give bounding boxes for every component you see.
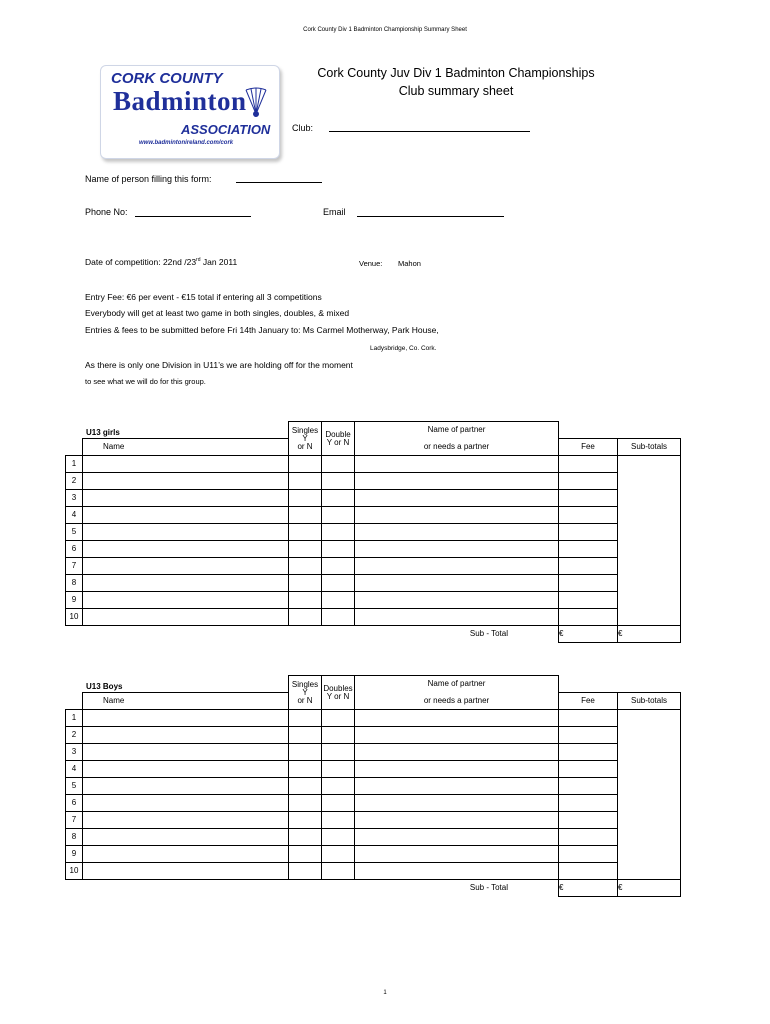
row-number: 1 [66, 710, 83, 727]
subtotals-header: Sub-totals [618, 693, 681, 710]
name-cell[interactable] [83, 456, 289, 473]
fee-cell[interactable] [559, 710, 618, 727]
fee-header: Fee [559, 693, 618, 710]
logo-line-2: Badminton [113, 86, 247, 116]
u11-text-2: to see what we will do for this group. [85, 377, 206, 386]
row-number: 8 [66, 575, 83, 592]
row-number: 6 [66, 541, 83, 558]
row-number: 1 [66, 456, 83, 473]
name-cell[interactable] [83, 710, 289, 727]
table-row [66, 795, 681, 812]
subtotal-cell[interactable] [618, 456, 681, 626]
name-cell[interactable] [83, 744, 289, 761]
partner-cell[interactable] [355, 710, 559, 727]
email-label: Email [323, 207, 346, 217]
name-cell[interactable] [83, 795, 289, 812]
partner-subheader: or needs a partner [355, 439, 559, 456]
table-row [66, 727, 681, 744]
partner-cell[interactable] [355, 778, 559, 795]
grand-subtotal[interactable]: € [618, 880, 681, 897]
person-label: Name of person filling this form: [85, 174, 212, 184]
name-cell[interactable] [83, 507, 289, 524]
row-number: 5 [66, 524, 83, 541]
name-cell[interactable] [83, 473, 289, 490]
table-title-u13-boys: U13 Boys [86, 682, 123, 691]
u13-boys-table [65, 675, 681, 897]
logo-line-3: ASSOCIATION [181, 122, 271, 137]
singles-cell[interactable] [289, 575, 322, 592]
phone-field[interactable] [135, 216, 251, 217]
singles-cell[interactable] [289, 727, 322, 744]
fee-cell[interactable] [559, 558, 618, 575]
fee-subtotal[interactable]: € [559, 880, 618, 897]
row-number: 6 [66, 795, 83, 812]
name-cell[interactable] [83, 778, 289, 795]
name-header: Name [83, 693, 289, 710]
partner-cell[interactable] [355, 761, 559, 778]
table-row [66, 558, 681, 575]
doubles-cell[interactable] [322, 592, 355, 609]
singles-cell[interactable] [289, 846, 322, 863]
singles-cell[interactable] [289, 541, 322, 558]
fee-cell[interactable] [559, 524, 618, 541]
table-row [66, 778, 681, 795]
singles-cell[interactable] [289, 592, 322, 609]
address-text: Ladysbridge, Co. Cork. [370, 345, 437, 352]
table-row [66, 524, 681, 541]
date-suffix: Jan 2011 [200, 257, 238, 267]
doubles-cell[interactable] [322, 507, 355, 524]
singles-cell[interactable] [289, 778, 322, 795]
partner-cell[interactable] [355, 863, 559, 880]
doubles-cell[interactable] [322, 812, 355, 829]
singles-cell[interactable] [289, 744, 322, 761]
name-cell[interactable] [83, 727, 289, 744]
date-label: Date of competition: 22nd /23 [85, 257, 197, 267]
table-row [66, 473, 681, 490]
fee-cell[interactable] [559, 846, 618, 863]
row-number: 5 [66, 778, 83, 795]
name-cell[interactable] [83, 812, 289, 829]
singles-cell[interactable] [289, 795, 322, 812]
singles-cell[interactable] [289, 710, 322, 727]
club-label: Club: [292, 123, 314, 133]
partner-cell[interactable] [355, 609, 559, 626]
table-row [66, 744, 681, 761]
row-number: 4 [66, 761, 83, 778]
table-row [66, 710, 681, 727]
partner-cell[interactable] [355, 795, 559, 812]
fee-cell[interactable] [559, 456, 618, 473]
club-field[interactable] [329, 131, 530, 132]
entry-fee-text: Entry Fee: €6 per event - €15 total if entering all 3 competitions [85, 292, 322, 302]
shuttlecock-icon [243, 86, 269, 118]
table-row [66, 541, 681, 558]
partner-header: Name of partner [355, 676, 559, 693]
singles-cell[interactable] [289, 863, 322, 880]
singles-header: Singles Y or N [289, 676, 322, 710]
row-number: 10 [66, 609, 83, 626]
name-cell[interactable] [83, 609, 289, 626]
cork-badminton-logo [100, 65, 280, 159]
doubles-cell[interactable] [322, 863, 355, 880]
singles-cell[interactable] [289, 609, 322, 626]
venue-value: Mahon [398, 259, 421, 268]
partner-header: Name of partner [355, 422, 559, 439]
u11-text: As there is only one Division in U11’s we are holding off for the moment [85, 360, 353, 370]
fee-cell[interactable] [559, 473, 618, 490]
name-cell[interactable] [83, 490, 289, 507]
name-cell[interactable] [83, 524, 289, 541]
partner-cell[interactable] [355, 575, 559, 592]
partner-cell[interactable] [355, 473, 559, 490]
u13-girls-table [65, 421, 681, 643]
running-header: Cork County Div 1 Badminton Championship Summary Sheet [303, 27, 467, 33]
singles-cell[interactable] [289, 524, 322, 541]
table-row [66, 575, 681, 592]
row-number: 4 [66, 507, 83, 524]
partner-cell[interactable] [355, 490, 559, 507]
singles-cell[interactable] [289, 456, 322, 473]
fee-cell[interactable] [559, 575, 618, 592]
fee-cell[interactable] [559, 829, 618, 846]
singles-cell[interactable] [289, 558, 322, 575]
person-field[interactable] [236, 182, 322, 183]
fee-header: Fee [559, 439, 618, 456]
singles-cell[interactable] [289, 829, 322, 846]
partner-cell[interactable] [355, 524, 559, 541]
phone-label: Phone No: [85, 207, 128, 217]
singles-cell[interactable] [289, 507, 322, 524]
partner-cell[interactable] [355, 812, 559, 829]
fee-cell[interactable] [559, 812, 618, 829]
fee-cell[interactable] [559, 592, 618, 609]
partner-cell[interactable] [355, 592, 559, 609]
name-header: Name [83, 439, 289, 456]
partner-subheader: or needs a partner [355, 693, 559, 710]
games-text: Everybody will get at least two game in both singles, doubles, & mixed [85, 308, 350, 318]
doubles-cell[interactable] [322, 761, 355, 778]
fee-cell[interactable] [559, 795, 618, 812]
fee-cell[interactable] [559, 744, 618, 761]
row-number: 3 [66, 490, 83, 507]
doubles-cell[interactable] [322, 710, 355, 727]
doubles-cell[interactable] [322, 473, 355, 490]
row-number: 9 [66, 846, 83, 863]
doubles-cell[interactable] [322, 456, 355, 473]
doubles-cell[interactable] [322, 575, 355, 592]
doubles-cell[interactable] [322, 524, 355, 541]
table-row [66, 812, 681, 829]
row-number: 7 [66, 812, 83, 829]
name-cell[interactable] [83, 575, 289, 592]
row-number: 2 [66, 473, 83, 490]
fee-cell[interactable] [559, 507, 618, 524]
name-cell[interactable] [83, 592, 289, 609]
table-row [66, 609, 681, 626]
subtotals-header: Sub-totals [618, 439, 681, 456]
grand-subtotal[interactable]: € [618, 626, 681, 643]
table-row [66, 490, 681, 507]
doubles-cell[interactable] [322, 558, 355, 575]
table-title-u13-girls: U13 girls [86, 428, 120, 437]
doubles-cell[interactable] [322, 829, 355, 846]
doubles-cell[interactable] [322, 541, 355, 558]
singles-header: Singles Y or N [289, 422, 322, 456]
logo-line-1: CORK COUNTY [111, 70, 223, 87]
doubles-cell[interactable] [322, 846, 355, 863]
doubles-header: Double Y or N [322, 422, 355, 456]
name-cell[interactable] [83, 829, 289, 846]
venue-label: Venue: [359, 259, 383, 268]
table-row [66, 863, 681, 880]
name-cell[interactable] [83, 846, 289, 863]
table-row [66, 829, 681, 846]
fee-cell[interactable] [559, 863, 618, 880]
logo-url: www.badmintonireland.com/cork [139, 140, 234, 146]
subtotal-cell[interactable] [618, 710, 681, 880]
table-row [66, 846, 681, 863]
fee-cell[interactable] [559, 778, 618, 795]
row-number: 2 [66, 727, 83, 744]
row-number: 10 [66, 863, 83, 880]
page-number: 1 [383, 990, 387, 996]
fee-subtotal[interactable]: € [559, 626, 618, 643]
partner-cell[interactable] [355, 507, 559, 524]
fee-cell[interactable] [559, 727, 618, 744]
page-subtitle: Club summary sheet [398, 84, 514, 98]
fee-cell[interactable] [559, 541, 618, 558]
singles-cell[interactable] [289, 473, 322, 490]
subtotal-label: Sub - Total [469, 883, 508, 893]
doubles-cell[interactable] [322, 778, 355, 795]
doubles-cell[interactable] [322, 744, 355, 761]
doubles-header: Doubles Y or N [322, 676, 355, 710]
page-title: Cork County Juv Div 1 Badminton Championships [317, 66, 595, 80]
fee-cell[interactable] [559, 609, 618, 626]
partner-cell[interactable] [355, 558, 559, 575]
table-row [66, 456, 681, 473]
singles-cell[interactable] [289, 812, 322, 829]
doubles-cell[interactable] [322, 795, 355, 812]
name-cell[interactable] [83, 541, 289, 558]
date-sup: rd [196, 257, 201, 264]
partner-cell[interactable] [355, 846, 559, 863]
row-number: 3 [66, 744, 83, 761]
partner-cell[interactable] [355, 541, 559, 558]
row-number: 7 [66, 558, 83, 575]
singles-cell[interactable] [289, 761, 322, 778]
doubles-cell[interactable] [322, 609, 355, 626]
table-row [66, 761, 681, 778]
email-field[interactable] [357, 216, 504, 217]
partner-cell[interactable] [355, 456, 559, 473]
date-of-competition [85, 257, 237, 267]
name-cell[interactable] [83, 558, 289, 575]
table-row [66, 592, 681, 609]
doubles-cell[interactable] [322, 727, 355, 744]
doubles-cell[interactable] [322, 490, 355, 507]
partner-cell[interactable] [355, 727, 559, 744]
partner-cell[interactable] [355, 744, 559, 761]
name-cell[interactable] [83, 863, 289, 880]
fee-cell[interactable] [559, 761, 618, 778]
subtotal-label: Sub - Total [469, 629, 508, 639]
fee-cell[interactable] [559, 490, 618, 507]
name-cell[interactable] [83, 761, 289, 778]
table-row [66, 507, 681, 524]
row-number: 8 [66, 829, 83, 846]
partner-cell[interactable] [355, 829, 559, 846]
singles-cell[interactable] [289, 490, 322, 507]
row-number: 9 [66, 592, 83, 609]
submission-text: Entries & fees to be submitted before Fri 14th January to: Ms Carmel Motherway, Park House, [85, 325, 439, 335]
